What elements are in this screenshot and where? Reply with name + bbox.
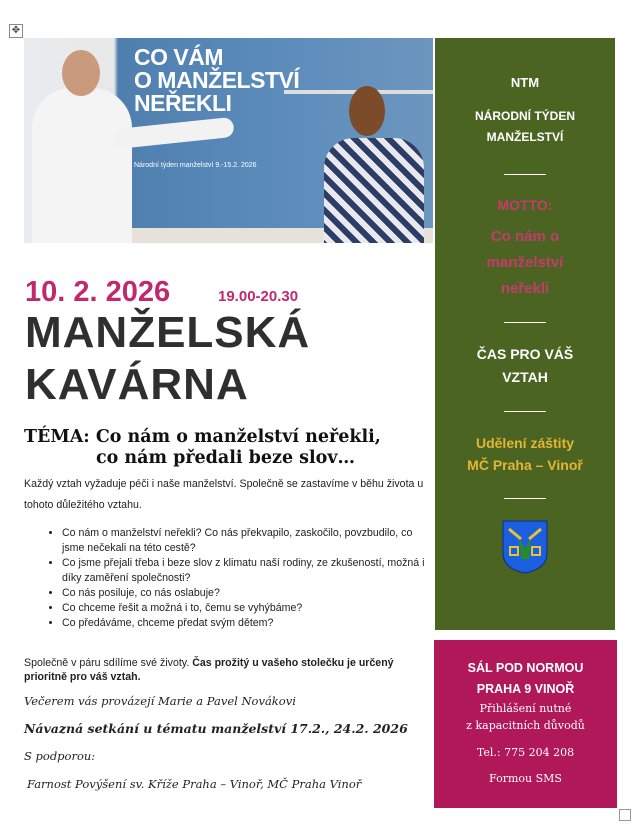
woman-figure (324, 138, 424, 243)
hero-image (24, 38, 433, 243)
motto-text (435, 224, 615, 302)
event-title-line1: MANŽELSKÁ (25, 308, 311, 357)
sms-note: Formou SMS (489, 772, 562, 785)
hero-title-line: NEŘEKLI (134, 90, 232, 116)
hero-title-line: CO VÁM (134, 44, 223, 70)
sidebar-panel (435, 38, 615, 630)
venue-place: PRAHA 9 VINOŘ (476, 682, 575, 696)
ntm-full-line: NÁRODNÍ TÝDEN (474, 109, 575, 123)
patronage-line: Udělení záštity (475, 435, 575, 451)
support-label: S podporou: (24, 749, 96, 763)
hero-title-line: O MANŽELSTVÍ (134, 67, 300, 93)
motto-line: manželství (486, 254, 564, 271)
supporters-text: Farnost Povýšení sv. Kříže Praha – Vinoř, MČ Praha Vinoř (27, 777, 362, 791)
hero-title (134, 46, 334, 115)
patronage-line: MČ Praha – Vinoř (467, 457, 583, 473)
theme-line2: co nám předali beze slov… (96, 448, 356, 468)
motto-line: neřekli (500, 280, 550, 297)
event-date: 10. 2. 2026 (25, 276, 171, 308)
time-for-you-line: VZTAH (502, 369, 548, 385)
hero-subtitle: Národní týden manželství 9.-15.2. 2026 (134, 162, 257, 169)
resize-handle[interactable] (619, 809, 631, 821)
question-list (40, 526, 432, 631)
divider (504, 174, 546, 175)
registration-note: Přihlášení nutné (479, 702, 572, 715)
together-normal: Společně v páru sdílíme své životy. (24, 657, 193, 669)
followup-text: Návazná setkání u tématu manželství 17.2., 24.2. 2026 (24, 721, 408, 736)
list-item: • Co nás posiluje, co nás oslabuje? (62, 586, 432, 601)
together-text (24, 656, 424, 684)
hosts-text: Večerem vás provázejí Marie a Pavel Novákovi (24, 694, 296, 708)
list-item: • Co předáváme, chceme předat svým dětem? (62, 616, 432, 631)
together-bold: Čas prožitý u vašeho stolečku je určený prioritně pro váš vztah. (24, 657, 394, 683)
registration-reason: z kapacitních důvodů (466, 719, 585, 732)
intro-text: Každý vztah vyžaduje péči i naše manželství. Společně se zastavíme v běhu života u tohoto důležitého vztahu. (24, 478, 424, 511)
coat-of-arms-icon (501, 519, 549, 575)
list-item: • Co chceme řešit a možná i to, čemu se vyhýbáme? (62, 601, 432, 616)
patronage-text (435, 432, 615, 476)
table-move-handle[interactable]: ✥ (9, 24, 23, 38)
event-time: 19.00-20.30 (218, 288, 299, 305)
motto-line: Co nám o (490, 228, 560, 245)
time-for-you (435, 343, 615, 389)
phone-number: Tel.: 775 204 208 (476, 746, 575, 759)
ntm-full (435, 106, 615, 148)
list-item: • Co jsme přejali třeba i beze slov z klimatu naší rodiny, ze zkušeností, možná i díky zaměření společnosti? (62, 556, 432, 586)
theme-heading (24, 427, 381, 469)
list-item: • Co nám o manželství neřekli? Co nás překvapilo, zaskočilo, povzbudilo, co jsme nečekali na této cestě? (62, 526, 432, 556)
venue-name: SÁL POD NORMOU (467, 661, 584, 675)
ntm-label: NTM (510, 75, 540, 90)
divider (504, 411, 546, 412)
ntm-full-line: MANŽELSTVÍ (486, 130, 564, 144)
man-figure (32, 88, 132, 243)
divider (504, 498, 546, 499)
time-for-you-line: ČAS PRO VÁŠ (476, 346, 574, 362)
event-title-line2: KAVÁRNA (25, 360, 249, 409)
motto-label: MOTTO: (497, 197, 553, 213)
divider (504, 322, 546, 323)
venue-box (434, 640, 617, 808)
theme-line1: TÉMA: Co nám o manželství neřekli, (24, 427, 381, 447)
